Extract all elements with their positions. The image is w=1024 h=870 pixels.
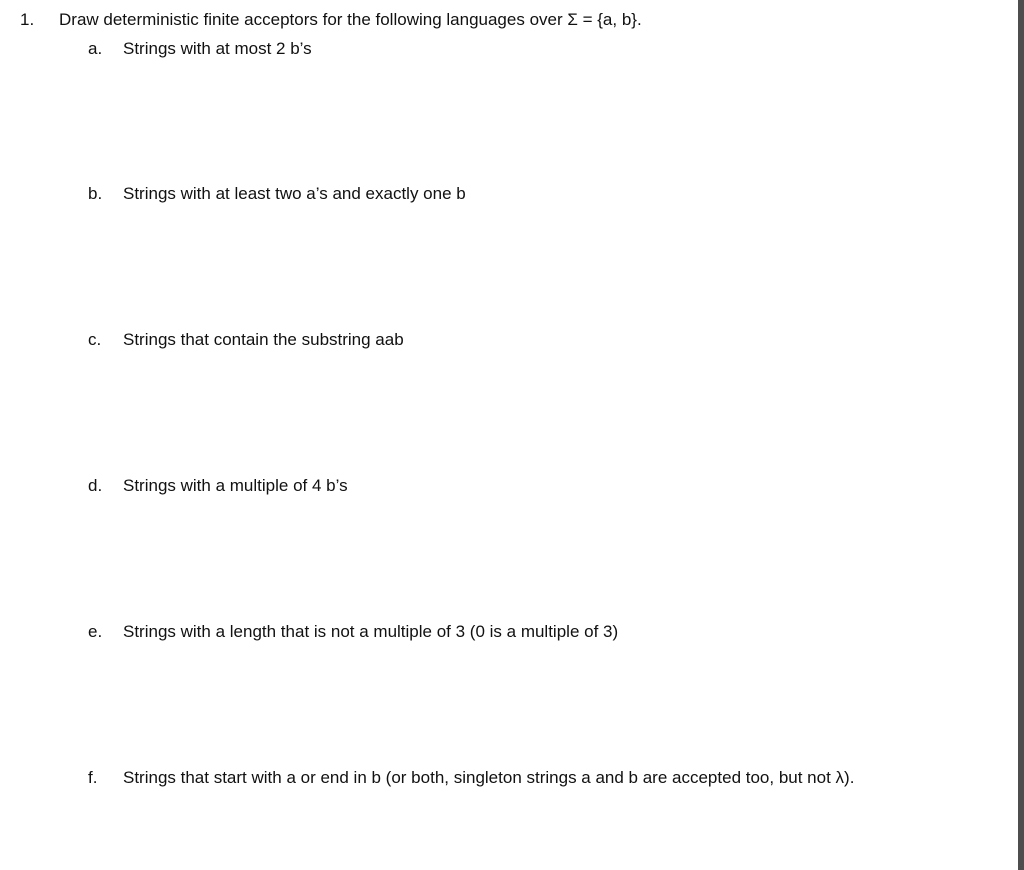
question-number: 1. bbox=[20, 10, 35, 29]
item-text: Strings with a multiple of 4 b’s bbox=[123, 476, 348, 495]
item-text: Strings that start with a or end in b (or both, singleton strings a and b are accepted too, but not λ). bbox=[123, 768, 855, 787]
item-letter: f. bbox=[88, 768, 98, 787]
item-text: Strings with at least two a’s and exactly one b bbox=[123, 184, 466, 203]
item-text: Strings with at most 2 b’s bbox=[123, 39, 312, 58]
page-edge-divider bbox=[1018, 0, 1024, 870]
item-letter: e. bbox=[88, 622, 103, 641]
item-letter: a. bbox=[88, 39, 103, 58]
item-letter: b. bbox=[88, 184, 103, 203]
item-letter: d. bbox=[88, 476, 103, 495]
item-text: Strings that contain the substring aab bbox=[123, 330, 404, 349]
item-letter: c. bbox=[88, 330, 102, 349]
question-text: Draw deterministic finite acceptors for the following languages over Σ = {a, b}. bbox=[59, 10, 642, 29]
item-text: Strings with a length that is not a multiple of 3 (0 is a multiple of 3) bbox=[123, 622, 619, 641]
